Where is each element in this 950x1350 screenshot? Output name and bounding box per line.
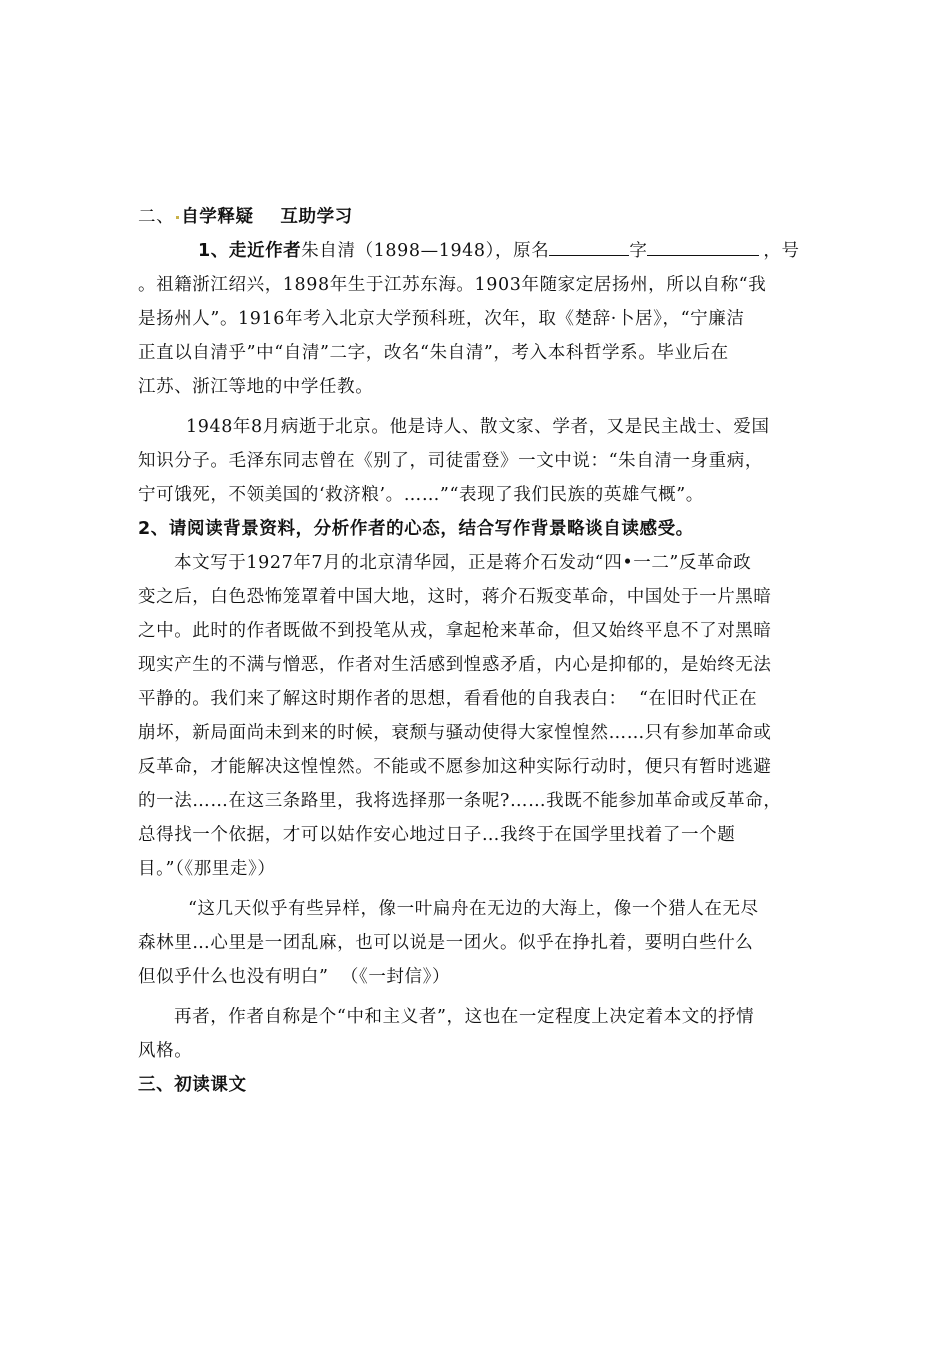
author-intro-text: 朱自清（1898—1948），原名 bbox=[301, 241, 550, 261]
author-p2-line-1: 1948年8月病逝于北京。他是诗人、散文家、学者，又是民主战士、爱国 bbox=[186, 417, 770, 437]
background-line-8: 的一法……在这三条路里，我将选择那一条呢?……我既不能参加革命或反革命， bbox=[138, 791, 782, 811]
background-line-7: 反革命，才能解决这惶惶然。不能或不愿参加这种实际行动时，便只有暂时逃避 bbox=[138, 757, 772, 777]
courtesy-name-blank[interactable] bbox=[647, 235, 759, 256]
quote-2-line-2: 森林里…心里是一团乱麻，也可以说是一团火。似乎在挣扎着，要明白些什么 bbox=[138, 933, 754, 953]
author-line-4: 正直以自清乎”中“自清”二字，改名“朱自清”，考入本科哲学系。毕业后在 bbox=[138, 343, 729, 363]
section-2-title: 自学释疑 互助学习 bbox=[181, 207, 353, 227]
original-name-blank[interactable] bbox=[549, 235, 629, 256]
courtesy-name-label: 字 bbox=[629, 241, 648, 261]
background-line-5: 平静的。我们来了解这时期作者的思想，看看他的自我表白： “在旧时代正在 bbox=[138, 689, 758, 709]
author-line-3: 是扬州人”。1916年考入北京大学预科班，次年，取《楚辞·卜居》，“宁廉洁 bbox=[138, 309, 745, 329]
section-2-heading bbox=[138, 200, 850, 234]
mark-dot bbox=[176, 216, 179, 219]
section-2-prefix: 二、 bbox=[138, 207, 175, 227]
background-line-3: 之中。此时的作者既做不到投笔从戎，拿起枪来革命，但又始终平息不了对黑暗 bbox=[138, 621, 772, 641]
author-line-2: 。祖籍浙江绍兴，1898年生于江苏东海。1903年随家定居扬州，所以自称“我 bbox=[138, 275, 767, 295]
pen-name-label: ，号 bbox=[763, 241, 800, 261]
section-3-heading: 三、初读课文 bbox=[138, 1075, 247, 1095]
document-page bbox=[138, 200, 850, 1102]
author-line-5: 江苏、浙江等地的中学任教。 bbox=[138, 377, 374, 397]
background-line-10: 目。”（《那里走》） bbox=[138, 859, 276, 879]
background-line-4: 现实产生的不满与憎恶，作者对生活感到惶惑矛盾，内心是抑郁的，是始终无法 bbox=[138, 655, 772, 675]
quote-2-line-3: 但似乎什么也没有明白” （《一封信》） bbox=[138, 967, 451, 987]
author-line-1 bbox=[138, 234, 850, 268]
author-label: 1、走近作者 bbox=[198, 241, 302, 261]
final-line-1: 再者，作者自称是个“中和主义者”，这也在一定程度上决定着本文的抒情 bbox=[174, 1007, 755, 1027]
quote-2-line-1: “这几天似乎有些异样，像一叶扁舟在无边的大海上，像一个猎人在无尽 bbox=[188, 899, 759, 919]
background-line-6: 崩坏，新局面尚未到来的时候，衰颓与骚动使得大家惶惶然……只有参加革命或 bbox=[138, 723, 772, 743]
question-2-title: 2、请阅读背景资料，分析作者的心态，结合写作背景略谈自读感受。 bbox=[138, 519, 694, 539]
author-p2-line-3: 宁可饿死，不领美国的‘救济粮’。……”“表现了我们民族的英雄气概”。 bbox=[138, 485, 704, 505]
background-line-2: 变之后，白色恐怖笼罩着中国大地，这时，蒋介石叛变革命，中国处于一片黑暗 bbox=[138, 587, 772, 607]
background-line-1: 本文写于1927年7月的北京清华园，正是蒋介石发动“四•一二”反革命政 bbox=[174, 553, 752, 573]
final-line-2: 风格。 bbox=[138, 1041, 193, 1061]
author-p2-line-2: 知识分子。毛泽东同志曾在《别了，司徒雷登》一文中说：“朱自清一身重病， bbox=[138, 451, 763, 471]
background-line-9: 总得找一个依据，才可以姑作安心地过日子…我终于在国学里找着了一个题 bbox=[138, 825, 736, 845]
